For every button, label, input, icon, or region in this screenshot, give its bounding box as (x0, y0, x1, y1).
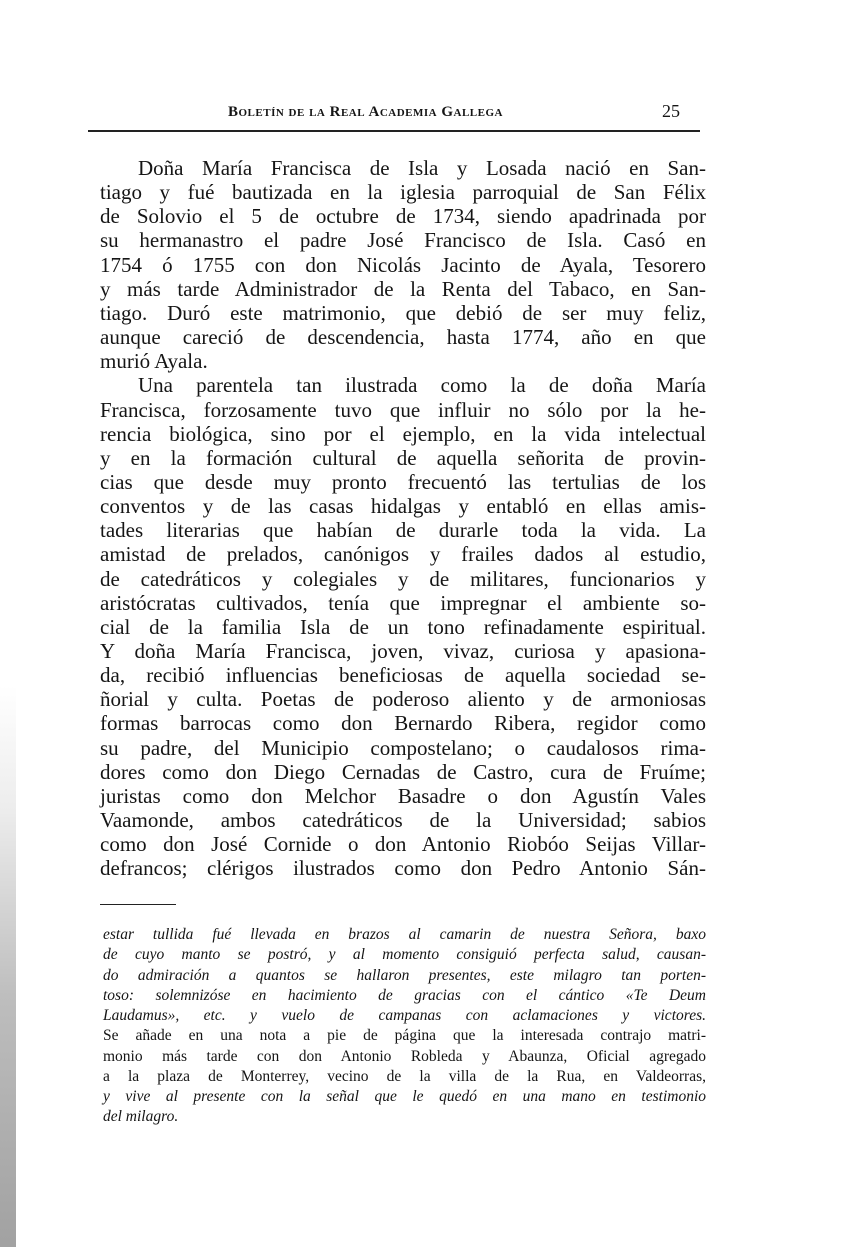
running-title: Boletín de la Real Academia Gallega (228, 104, 503, 120)
body-line: formas barrocas como don Bernardo Ribera, regidor como (100, 711, 706, 736)
body-line: cial de la familia Isla de un tono refinadamente espiritual. (100, 614, 706, 639)
body-line: Vaamonde, ambos catedráticos de la Universidad; sabios (100, 808, 706, 833)
footnote-line: toso: solemnizóse en hacimiento de gracias con el cántico «Te Deum (103, 986, 706, 1004)
body-line: y más tarde Administrador de la Renta del Tabaco, en San- (100, 276, 706, 301)
body-line: tades literarias que habían de durarle toda la vida. La (100, 518, 706, 543)
body-line: defrancos; clérigos ilustrados como don Pedro Antonio Sán- (100, 856, 706, 881)
body-line: de catedráticos y colegiales y de militares, funcionarios y (100, 566, 706, 591)
body-line: su hermanastro el padre José Francisco de Isla. Casó en (100, 228, 706, 253)
body-line: de Solovio el 5 de octubre de 1734, siendo apadrinada por (100, 204, 706, 229)
footnote-line: monio más tarde con don Antonio Robleda y Abaunza, Oficial agregado (103, 1047, 706, 1065)
page-number: 25 (662, 101, 680, 121)
footnote-line: Se añade en una nota a pie de página que la interesada contrajo matri- (103, 1027, 706, 1045)
body-line: Francisca, forzosamente tuvo que influir no sólo por la he- (100, 397, 706, 422)
body-line: Una parentela tan ilustrada como la de doña María (138, 373, 706, 398)
footnote-line: de cuyo manto se postró, y al momento consiguió perfecta salud, causan- (103, 946, 706, 964)
body-line: rencia biológica, sino por el ejemplo, en la vida intelectual (100, 421, 706, 446)
body-line: tiago. Duró este matrimonio, que debió de ser muy feliz, (100, 300, 706, 325)
body-line: da, recibió influencias beneficiosas de aquella sociedad se- (100, 663, 706, 688)
body-line: como don José Cornide o don Antonio Riobóo Seijas Villar- (100, 832, 706, 857)
body-line: aristócratas cultivados, tenía que impregnar el ambiente so- (100, 590, 706, 615)
body-line: murió Ayala. (100, 349, 208, 374)
body-line: juristas como don Melchor Basadre o don Agustín Vales (100, 783, 706, 808)
body-line: Y doña María Francisca, joven, vivaz, curiosa y apasiona- (100, 639, 706, 663)
body-line: amistad de prelados, canónigos y frailes dados al estudio, (100, 542, 706, 567)
body-line: conventos y de las casas hidalgas y entabló en ellas amis- (100, 494, 706, 519)
page-header (88, 100, 700, 132)
footnote-line: Laudamus», etc. y vuelo de campanas con aclamaciones y victores. (103, 1007, 706, 1024)
footnote-line: del milagro. (103, 1108, 179, 1126)
body-line: cias que desde muy pronto frecuentó las tertulias de los (100, 469, 706, 494)
body-line: su padre, del Municipio compostelano; o caudalosos rima- (100, 735, 706, 760)
body-line: ñorial y culta. Poetas de poderoso aliento y de armoniosas (100, 687, 706, 712)
footnote-line: estar tullida fué llevada en brazos al camarin de nuestra Señora, baxo (103, 926, 706, 943)
scan-binding-edge (0, 0, 16, 1247)
body-line: dores como don Diego Cernadas de Castro, cura de Fruíme; (100, 759, 706, 784)
body-line: Doña María Francisca de Isla y Losada nació en San- (138, 156, 706, 180)
footnote-line: y vive al presente con la señal que le quedó en una mano en testimonio (103, 1088, 706, 1105)
footnote-separator (100, 904, 176, 905)
body-line: tiago y fué bautizada en la iglesia parroquial de San Félix (100, 180, 706, 205)
footnote-line: a la plaza de Monterrey, vecino de la villa de la Rua, en Valdeorras, (103, 1067, 706, 1085)
footnote-line: do admiración a quantos se hallaron presentes, este milagro tan porten- (103, 966, 706, 984)
body-line: y en la formación cultural de aquella señorita de provin- (100, 445, 706, 470)
body-line: 1754 ó 1755 con don Nicolás Jacinto de Ayala, Tesorero (100, 252, 706, 277)
body-line: aunque careció de descendencia, hasta 1774, año en que (100, 325, 706, 350)
